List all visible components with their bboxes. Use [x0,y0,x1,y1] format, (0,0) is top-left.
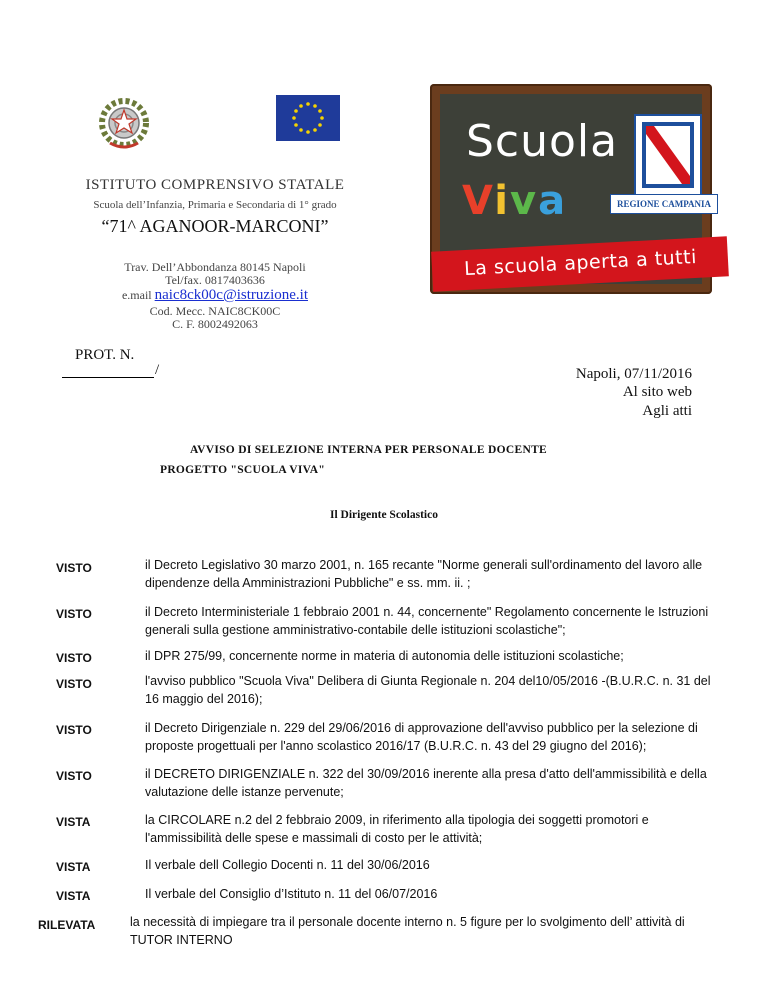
viva-letter: a [538,178,568,224]
email-line [0,287,430,304]
scuola-viva-logo [430,84,712,294]
clause-label: VISTO [56,677,92,691]
clause-text: il Decreto Interministeriale 1 febbraio 2001 n. 44, concernente" Regolamento concernente le Istruzioni generali sulla gestione amministrativo-contabile delle istituzioni scolastiche"; [145,605,709,637]
protocol-underline [62,367,154,378]
clause-label: VISTO [56,723,92,737]
clause-text: il DPR 275/99, concernente norme in materia di autonomia delle istituzioni scolastiche; [145,649,624,663]
eu-flag-icon [276,95,340,141]
clause-label: VISTA [56,815,91,829]
clause-text: il DECRETO DIRIGENZIALE n. 322 del 30/09/2016 inerente alla presa d'atto dell'ammissibilità e della valutazione delle istanze pervenute; [145,767,707,799]
clause-label: VISTO [56,651,92,665]
cod-mecc: Cod. Mecc. NAIC8CK00C [149,304,281,318]
protocol-slash: / [155,362,160,378]
region-label: REGIONE CAMPANIA [610,194,718,214]
campania-coat-of-arms-icon [634,114,702,196]
clause-label: VISTA [56,860,91,874]
fiscal-code: C. F. 8002492063 [172,317,258,331]
recipient-acts: Agli atti [642,403,692,419]
viva-letter: v [509,178,539,224]
clause-text: la necessità di impiegare tra il personale docente interno n. 5 figure per lo svolgimento dell’ attività di TUTOR INTERNO [130,915,685,947]
clause-text: Il verbale del Consiglio d’Istituto n. 11 del 06/07/2016 [145,887,438,901]
recipient-web: Al sito web [622,384,692,400]
phone-line: Tel/fax. 0817403636 [165,273,265,287]
document-date: Napoli, 07/11/2016 [575,366,692,382]
clause-text: l'avviso pubblico "Scuola Viva" Delibera di Giunta Regionale n. 204 del10/05/2016 -(B.U.R.C. n. 31 del 16 maggio del 2016); [145,674,711,706]
address-line: Trav. Dell’Abbondanza 80145 Napoli [124,260,306,274]
email-prefix: e.mail [121,288,152,302]
clause-label: RILEVATA [38,918,96,932]
clause-label: VISTO [56,607,92,621]
email-link[interactable]: naic8ck00c@istruzione.it [154,287,308,303]
viva-letter: V [462,178,495,224]
viva-letter: i [494,178,510,224]
signatory-heading: Il Dirigente Scolastico [330,509,438,521]
logo-viva [462,178,567,224]
school-name: “71^ AGANOOR-MARCONI” [101,216,329,236]
clause-label: VISTA [56,889,91,903]
clause-text: la CIRCOLARE n.2 del 2 febbraio 2009, in riferimento alla tipologia dei soggetti promotori e l'ammissibilità delle spese e massimali di costo per le attività; [145,813,649,845]
school-subtitle: Scuola dell’Infanzia, Primaria e Secondaria di 1° grado [93,199,337,211]
clause-text: Il verbale dell Collegio Docenti n. 11 del 30/06/2016 [145,858,430,872]
chalkboard [440,94,712,284]
school-type: ISTITUTO COMPRENSIVO STATALE [85,177,345,193]
project-title: PROGETTO "SCUOLA VIVA" [160,464,326,476]
clause-text: il Decreto Dirigenziale n. 229 del 29/06/2016 di approvazione dell'avviso pubblico per la selezione di proposte progettuali per l'anno scolastico 2016/17 (B.U.R.C. n. 43 del 29 giugno del 2016); [145,721,698,753]
banner-text: La scuola aperta a tutti [463,245,698,281]
clause-label: VISTO [56,769,92,783]
notice-title: AVVISO DI SELEZIONE INTERNA PER PERSONALE DOCENTE [190,444,548,456]
italian-republic-emblem-icon [96,95,152,151]
clause-label: VISTO [56,561,92,575]
clause-text: il Decreto Legislativo 30 marzo 2001, n. 165 recante "Norme generali sull'ordinamento del lavoro alle dipendenze della Amministrazioni Pubbliche" e ss. mm. ii. ; [145,558,703,590]
protocol-label: PROT. N. [75,347,135,363]
logo-title: Scuola [466,116,619,167]
